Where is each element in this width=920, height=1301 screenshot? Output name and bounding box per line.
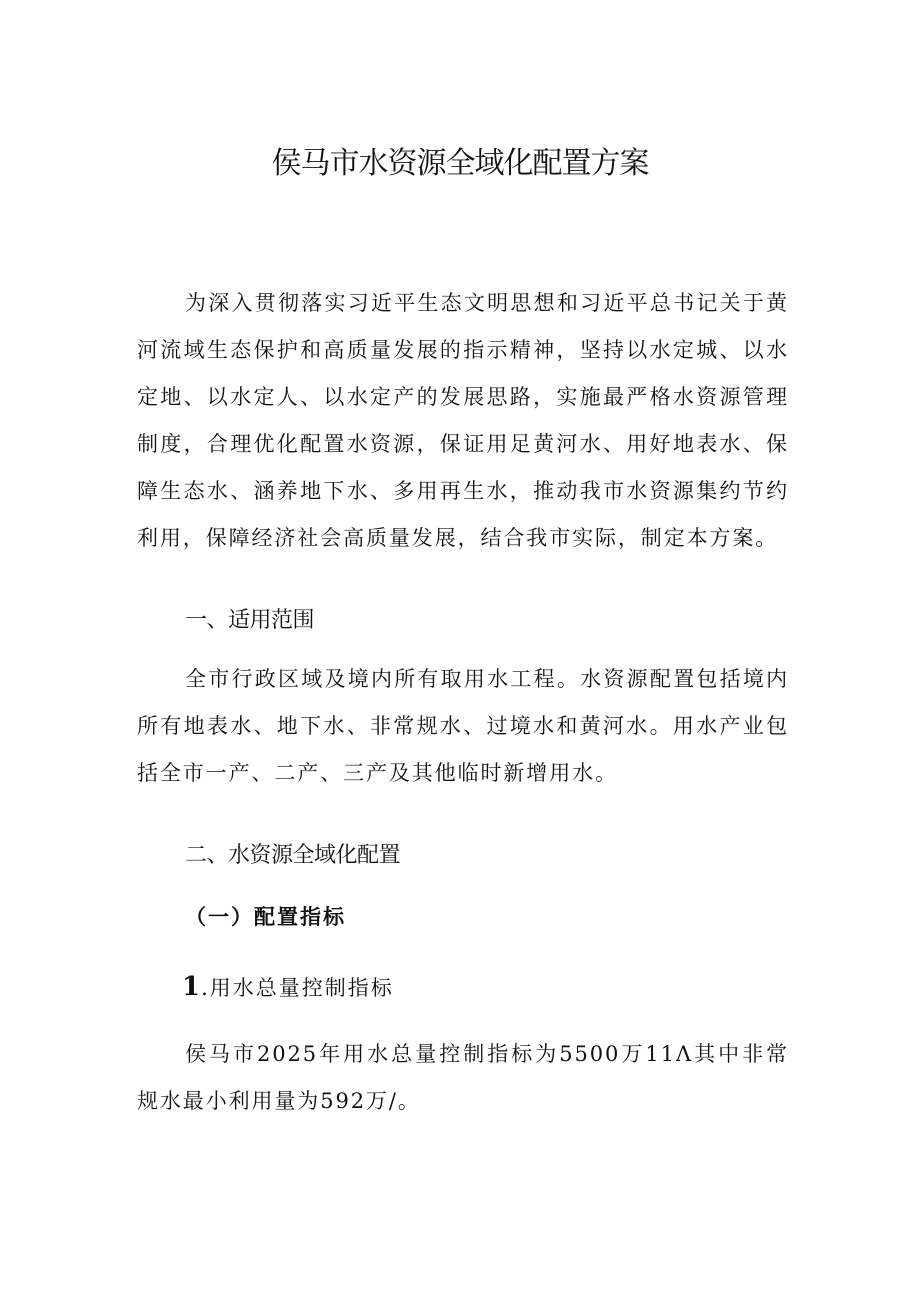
section-heading-scope: 一、适用范围	[185, 608, 315, 633]
total-water-paragraph: 侯马市2025年用水总量控制指标为5500万11Λ其中非常规水最小利用量为592万/。	[137, 1042, 789, 1113]
item-number: 1	[182, 972, 202, 1002]
section-heading-allocation: 二、水资源全域化配置	[185, 843, 401, 868]
intro-paragraph: 为深入贯彻落实习近平生态文明思想和习近平总书记关于黄河流域生态保护和高质量发展的指示精神，坚持以水定城、以水定地、以水定人、以水定产的发展思路，实施最严格水资源管理制度，合理优化配置水资源，保证用足黄河水、用好地表水、保障生态水、涵养地下水、多用再生水，推动我市水资源集约节约利用，保障经济社会高质量发展，结合我市实际，制定本方案。	[137, 291, 789, 550]
document-title: 侯马市水资源全域化配置方案	[271, 146, 649, 181]
item-label: .用水总量控制指标	[201, 976, 394, 1000]
scope-paragraph: 全市行政区域及境内所有取用水工程。水资源配置包括境内所有地表水、地下水、非常规水、过境水和黄河水。用水产业包括全市一产、二产、三产及其他临时新增用水。	[137, 667, 789, 785]
subsection-heading-indicators: （一）配置指标	[185, 904, 346, 929]
numbered-heading-total-water	[182, 972, 394, 1002]
